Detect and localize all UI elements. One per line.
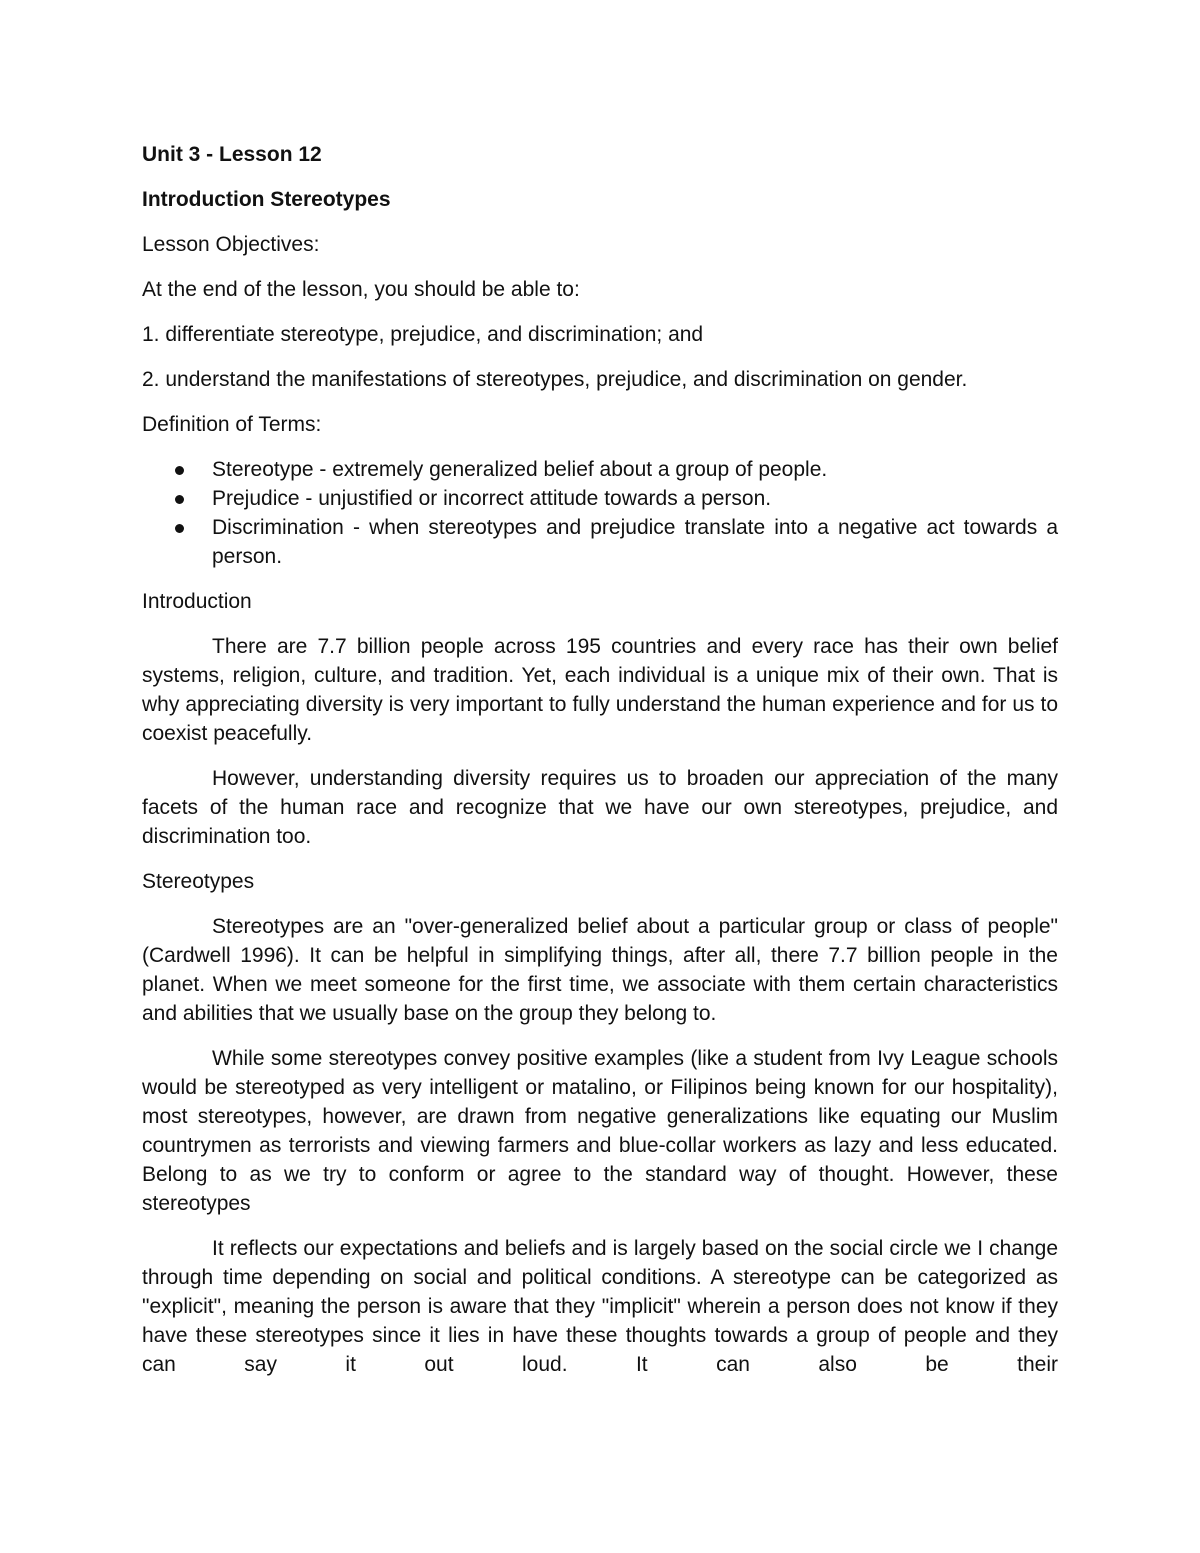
bullet-icon	[175, 524, 184, 533]
definition-prejudice: Prejudice - unjustified or incorrect attitude towards a person.	[212, 487, 772, 510]
objectives-intro: At the end of the lesson, you should be able to:	[142, 278, 580, 301]
stereotypes-heading: Stereotypes	[142, 870, 255, 893]
objectives-label: Lesson Objectives:	[142, 233, 320, 256]
objective-1: 1. differentiate stereotype, prejudice, and discrimination; and	[142, 323, 704, 346]
definitions-list	[142, 455, 1058, 571]
list-item	[142, 513, 1058, 571]
objective-2: 2. understand the manifestations of stereotypes, prejudice, and discrimination on gender.	[142, 368, 968, 391]
bullet-icon	[175, 495, 184, 504]
document-page	[142, 140, 1058, 1395]
list-item	[142, 484, 1058, 513]
lesson-title: Introduction Stereotypes	[142, 188, 391, 211]
stereotypes-paragraph-3: It reflects our expectations and beliefs and is largely based on the social circle we I change through time depending on social and political conditions. A stereotype can be categorized as "explicit", meaning the person is aware that they "implicit" wherein a person does not know if they have these stereotypes since it lies in have these thoughts towards a group of people and they can say it out loud. It can also be their	[142, 1237, 1058, 1376]
stereotypes-paragraph-2: While some stereotypes convey positive examples (like a student from Ivy League schools would be stereotyped as very intelligent or matalino, or Filipinos being known for our hospitality), most stereotypes, however, are drawn from negative generalizations like equating our Muslim countrymen as terrorists and viewing farmers and blue-collar workers as lazy and less educated. Belong to as we try to conform or agree to the standard way of thought. However, these stereotypes	[142, 1047, 1058, 1215]
bullet-icon	[175, 466, 184, 475]
definition-discrimination: Discrimination - when stereotypes and prejudice translate into a negative act towards a person.	[212, 516, 1058, 568]
definitions-label: Definition of Terms:	[142, 413, 322, 436]
unit-title: Unit 3 - Lesson 12	[142, 143, 322, 166]
definition-stereotype: Stereotype - extremely generalized belief about a group of people.	[212, 458, 828, 481]
intro-paragraph-1: There are 7.7 billion people across 195 countries and every race has their own belief systems, religion, culture, and tradition. Yet, each individual is a unique mix of their own. That is why appreciating diversity is very important to fully understand the human experience and for us to coexist peacefully.	[142, 635, 1058, 745]
introduction-heading: Introduction	[142, 590, 252, 613]
intro-paragraph-2: However, understanding diversity requires us to broaden our appreciation of the many facets of the human race and recognize that we have our own stereotypes, prejudice, and discrimination too.	[142, 767, 1058, 848]
list-item	[142, 455, 1058, 484]
stereotypes-paragraph-1: Stereotypes are an "over-generalized belief about a particular group or class of people" (Cardwell 1996). It can be helpful in simplifying things, after all, there 7.7 billion people in the planet. When we meet someone for the first time, we associate with them certain characteristics and abilities that we usually base on the group they belong to.	[142, 915, 1058, 1025]
